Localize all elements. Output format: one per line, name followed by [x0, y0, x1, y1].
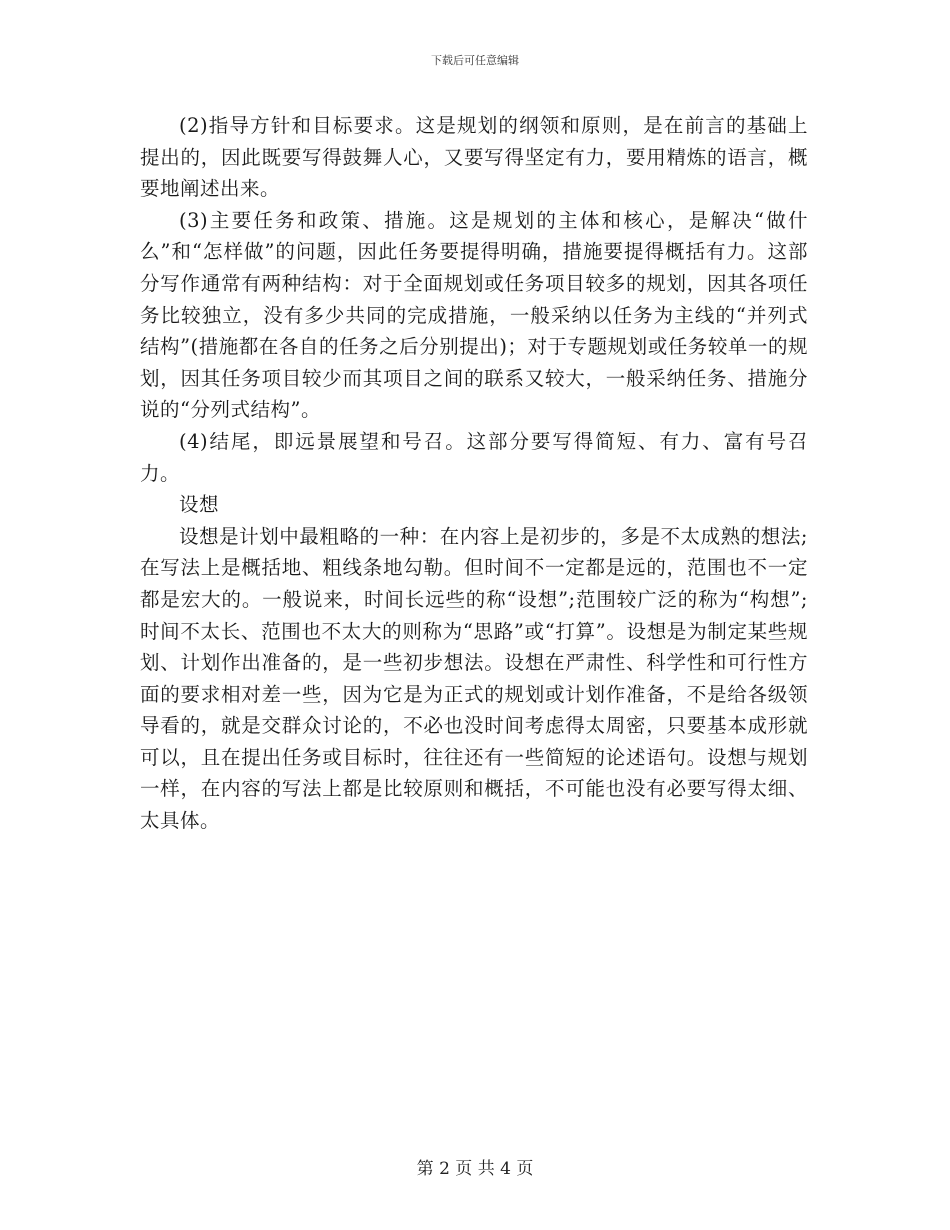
paragraph-guidelines: (2)指导方针和目标要求。这是规划的纲领和原则，是在前言的基础上提出的，因此既要写得鼓舞人心，又要写得坚定有力，要用精炼的语言，概要地阐述出来。	[140, 114, 808, 201]
document-body	[140, 110, 808, 837]
page-header: 下载后可任意编辑	[431, 54, 519, 67]
section-heading-concept: 设想	[179, 493, 220, 517]
paragraph-tasks-measures: (3)主要任务和政策、措施。这是规划的主体和核心，是解决“做什么”和“怎样做”的问题，因此任务要提得明确，措施要提得概括有力。这部分写作通常有两种结构：对于全面规划或任务项目较多的规划，因其各项任务比较独立，没有多少共同的完成措施，一般采纳以任务为主线的“并列式结构”(措施都在各自的任务之后分别提出)；对于专题规划或任务较单一的规划，因其任务项目较少而其项目之间的联系又较大，一般采纳任务、措施分说的“分列式结构”。	[140, 208, 808, 422]
paragraph-conclusion: (4)结尾，即远景展望和号召。这部分要写得简短、有力、富有号召力。	[140, 429, 808, 485]
page-footer: 第 2 页 共 4 页	[416, 1159, 534, 1179]
paragraph-concept: 设想是计划中最粗略的一种：在内容上是初步的，多是不太成熟的想法;在写法上是概括地、粗线条地勾勒。但时间不一定都是远的，范围也不一定都是宏大的。一般说来，时间长远些的称“设想”;范围较广泛的称为“构想”;时间不太长、范围也不太大的则称为“思路”或“打算”。设想是为制定某些规划、计划作出准备的，是一些初步想法。设想在严肃性、科学性和可行性方面的要求相对差一些，因为它是为正式的规划或计划作准备，不是给各级领导看的，就是交群众讨论的，不必也没时间考虑得太周密，只要基本成形就可以，且在提出任务或目标时，往往还有一些简短的论述语句。设想与规划一样，在内容的写法上都是比较原则和概括，不可能也没有必要写得太细、太具体。	[140, 524, 808, 833]
